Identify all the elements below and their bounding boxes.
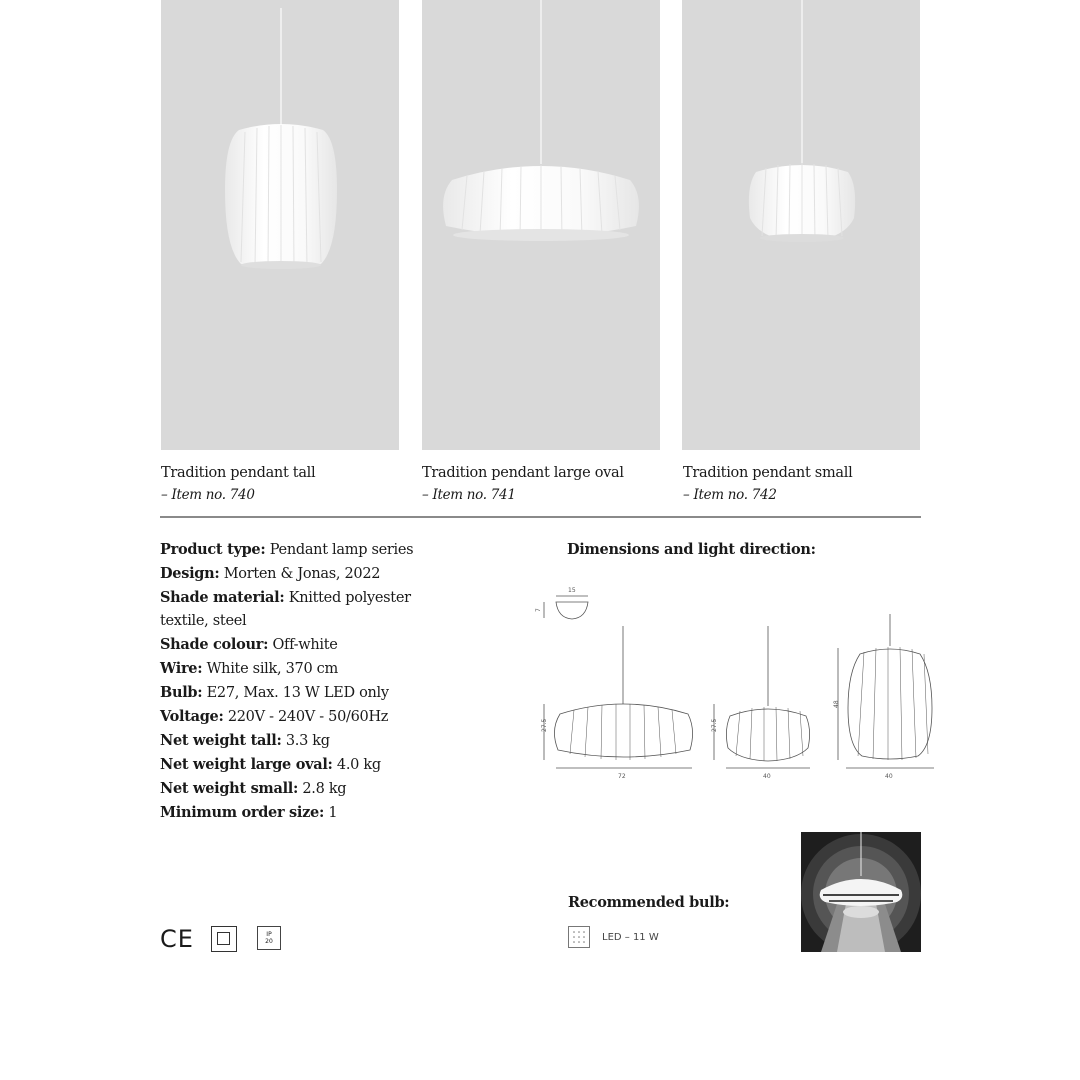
led-dots-icon xyxy=(572,930,586,944)
tall-pendant-illustration xyxy=(161,0,399,450)
spec-row xyxy=(160,777,460,801)
specifications-list xyxy=(160,538,460,825)
spec-value: 220V - 240V - 50/60Hz xyxy=(223,709,389,725)
spec-label: Wire: xyxy=(160,660,203,677)
oval-shade-outline xyxy=(554,704,692,757)
spec-label: Bulb: xyxy=(160,684,203,701)
class-ii-icon xyxy=(211,926,237,952)
item-number-tall: – Item no. 740 xyxy=(161,487,255,503)
large-oval-pendant-illustration xyxy=(422,0,660,450)
led-bulb-icon xyxy=(568,926,590,948)
item-number-large-oval: – Item no. 741 xyxy=(422,487,516,503)
product-name-small: Tradition pendant small xyxy=(683,465,853,481)
spec-label: Design: xyxy=(160,565,220,582)
photo-tall-pendant xyxy=(161,0,399,450)
spec-value: E27, Max. 13 W LED only xyxy=(202,685,389,701)
dimensions-title: Dimensions and light direction: xyxy=(567,541,816,558)
oval-shade-ribs xyxy=(570,704,676,760)
spec-row xyxy=(160,681,460,705)
spec-label: Net weight small: xyxy=(160,780,299,797)
caption-small xyxy=(683,462,923,506)
small-shade-ribs xyxy=(736,707,803,761)
ip-rating-label: IP xyxy=(266,931,272,938)
spec-row xyxy=(160,801,460,825)
spec-value: Pendant lamp series xyxy=(265,542,414,558)
tall-height-label: 48 xyxy=(833,700,840,708)
spec-row xyxy=(160,586,460,633)
photo-small-pendant xyxy=(682,0,920,450)
caption-tall xyxy=(161,462,401,506)
spec-label: Shade colour: xyxy=(160,636,269,653)
spec-row xyxy=(160,753,460,777)
class-ii-inner-square xyxy=(217,932,230,945)
product-name-large-oval: Tradition pendant large oval xyxy=(422,465,624,481)
spec-label: Shade material: xyxy=(160,589,285,606)
recommended-bulb-row xyxy=(568,926,659,948)
ip-rating-icon xyxy=(257,926,281,950)
spec-row xyxy=(160,705,460,729)
spec-value: Knitted polyester textile, steel xyxy=(160,590,411,629)
spec-value: 3.3 kg xyxy=(281,733,330,749)
recommended-bulb-title: Recommended bulb: xyxy=(568,894,730,911)
small-shade-outline xyxy=(726,709,809,761)
item-number-small: – Item no. 742 xyxy=(683,487,777,503)
recommended-bulb-label: LED – 11 W xyxy=(602,931,659,943)
light-direction-illustration xyxy=(801,832,921,952)
ip-rating-value: 20 xyxy=(265,938,273,945)
light-direction-graphic xyxy=(801,832,921,952)
spec-value: Off-white xyxy=(268,637,338,653)
ce-mark-icon: CE xyxy=(160,925,194,953)
caption-large-oval xyxy=(422,462,662,506)
spec-row xyxy=(160,657,460,681)
product-name-tall: Tradition pendant tall xyxy=(161,465,316,481)
spec-label: Net weight large oval: xyxy=(160,756,333,773)
oval-width-label: 72 xyxy=(618,773,626,780)
small-pendant-illustration xyxy=(682,0,920,450)
canopy-height-label: 7 xyxy=(535,608,542,612)
canopy-shape xyxy=(556,602,588,619)
spec-value: Morten & Jonas, 2022 xyxy=(219,566,381,582)
spec-label: Voltage: xyxy=(160,708,224,725)
photo-large-oval-pendant xyxy=(422,0,660,450)
small-height-label: 27.5 xyxy=(711,718,718,732)
spec-label: Product type: xyxy=(160,541,266,558)
spec-value: White silk, 370 cm xyxy=(202,661,338,677)
spec-row xyxy=(160,729,460,753)
spec-row xyxy=(160,562,460,586)
dimensions-diagram xyxy=(530,580,940,790)
tall-width-label: 40 xyxy=(885,773,893,780)
spec-label: Minimum order size: xyxy=(160,804,325,821)
tall-shade-outline xyxy=(848,649,932,759)
divider-rule xyxy=(160,516,921,518)
tall-shade-ribs xyxy=(858,647,928,760)
spec-row xyxy=(160,633,460,657)
small-width-label: 40 xyxy=(763,773,771,780)
spec-label: Net weight tall: xyxy=(160,732,282,749)
spec-row xyxy=(160,538,460,562)
spec-value: 2.8 kg xyxy=(298,781,347,797)
spec-value: 4.0 kg xyxy=(332,757,381,773)
oval-height-label: 27.5 xyxy=(541,718,548,732)
canopy-width-label: 15 xyxy=(568,587,576,594)
spec-value: 1 xyxy=(324,805,338,821)
